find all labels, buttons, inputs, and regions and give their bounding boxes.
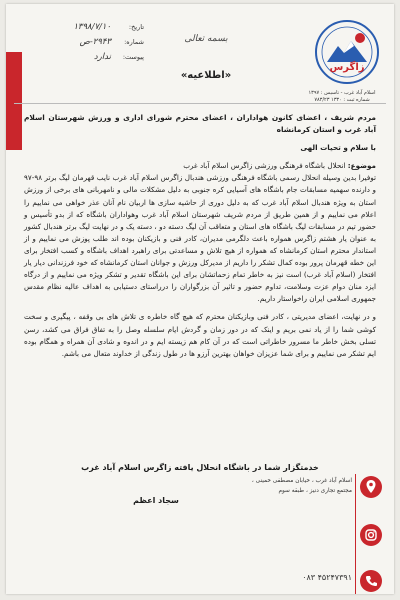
addressee-line: مردم شریف ، اعضای کانون هواداران ، اعضای محترم شورای اداری و ورزش شهرستان اسلام آباد غرب و استان کرمانشاه — [24, 113, 376, 135]
footer-icons — [356, 470, 384, 594]
letter-meta — [64, 22, 144, 67]
attachment-value: ندارد — [93, 52, 111, 62]
greeting-line: با سلام و تحیات الهی — [300, 143, 376, 153]
number-value: ۲۹۴۳-ص — [79, 37, 111, 47]
number-row — [64, 37, 144, 52]
paragraph-2: و در نهایت، اعضای مدیریتی ، کادر فنی وبازیکنان محترم که هیچ گاه خاطره ی تلاش های بی وقفه ، پیگیری و سخت کوشی شما را از یاد نمی بریم و اینک که در دور زمان و گردش ایام سلسله وصل را به تفاق فراق می کشد، رسن تسلی بخش خاطر ما مسرور خاطراتی است که در آن کام هم زیسته ایم و در اندوه و شادی آن همراه و همگام بوده ایم تشکر می نماییم و برای شما عزیزان خواهان بهترین آرزو ها در طول زندگی از خداوند متعال می باشم. — [24, 312, 376, 358]
footer-address — [202, 477, 352, 496]
side-color-band — [6, 52, 22, 150]
club-logo — [314, 18, 380, 96]
logo-caption — [302, 90, 382, 104]
logo-caption-line2: شماره ثبت : ۱۳۳۰ ۷۸۳/۲۳ — [314, 97, 370, 103]
date-value: ۱۳۹۸/۷/۱۰ — [73, 22, 111, 32]
instagram-icon — [360, 524, 382, 546]
phone-icon — [360, 570, 382, 592]
basmala-heading: بسمه تعالی — [184, 34, 228, 44]
letter-page — [6, 4, 394, 594]
location-icon — [360, 476, 382, 498]
paragraph-1: توفیرا بدین وسیله انحلال رسمی باشگاه فرهنگی ورزشی هندبال زاگرس اسلام آباد غرب نایب قهرمان لیگ برتر ۹۸-۹۷ و دارنده سهمیه مسابقات جام باشگاه های آسیایی کره جنوبی به دلیل مشکلات مالی و نامهربانی های برخی از ورزش استان به ویژه هندبال اسلام آباد غرب که به دلیل دوری از حاشیه سازی ها اربیان نام آنان عذر خواهی می نماییم را اعلام می نماییم و از همین طریق از مردم شریف شهرستان اسلام آباد غرب وهواداران باشگاه که از بدو تأسیس و حضور تیم در مسابقات لیگ باشگاه های استان و متعاقب آن لیگ دسته دو ، دسته یک و در نهایت لیگ برتر هندبال کشور به عنوان یار هشتم زاگرس همواره باعث دلگرمی مدیران، کادر فنی و بازیکنان بوده اند طلب پوزش می نماییم و از استاندار محترم استان کرمانشاه که همواره از هیچ تلاش و مساعدتی برای راهبرد اهداف باشگاه و کسب افتخار برای این خطه قهرمان پرور بوده کمال تشکر را داریم از مدیرکل ورزش و جوانان استان کرمانشاه که خود فرزندانی دیار یار افتخار (اسلام آباد غرب) است نیز به خاطر تمام زحماتشان برای این باشگاه تقدیر و تشکر ویژه می نماییم و از درگاه ایزد منان دوام عزت وسلامت، تداوم حضور و تاثیر آن بزرگواران را درراستای دستیابی به اهداف عالیه نظام مقدس جمهوری اسلامی ایران راخواستار داریم. — [24, 173, 376, 304]
subject-label: موضوع: — [347, 161, 376, 171]
header-divider — [14, 103, 386, 104]
address-line1: اسلام آباد غرب ، خیابان مصطفی خمینی ، — [251, 478, 352, 484]
date-row — [64, 22, 144, 37]
attachment-row — [64, 52, 144, 67]
signature-name: سجاد اعظم — [133, 496, 179, 505]
logo-caption-line1: اسلام آباد غرب - تاسیس : ۱۳۹۷ — [308, 90, 376, 96]
subject-line — [24, 160, 376, 172]
signature-title: خدمتگزار شما در باشگاه انحلال یافته زاگرس اسلام آباد غرب — [81, 463, 319, 472]
notice-title: «اطلاعیه» — [180, 70, 232, 81]
svg-text:زاگرس: زاگرس — [329, 62, 365, 73]
date-label: تاریخ: — [128, 23, 144, 31]
attachment-label: پیوست: — [122, 53, 144, 61]
address-line2: مجتمع تجاری دنیز ، طبقه سوم — [278, 487, 352, 494]
footer-phone: ۰۸۳ ۴۵۲۴۷۳۹۱ — [302, 573, 352, 582]
subject-text: انحلال باشگاه فرهنگی ورزشی زاگرس اسلام آباد غرب — [183, 161, 346, 171]
number-label: شماره: — [124, 38, 144, 46]
letter-body — [24, 112, 376, 360]
